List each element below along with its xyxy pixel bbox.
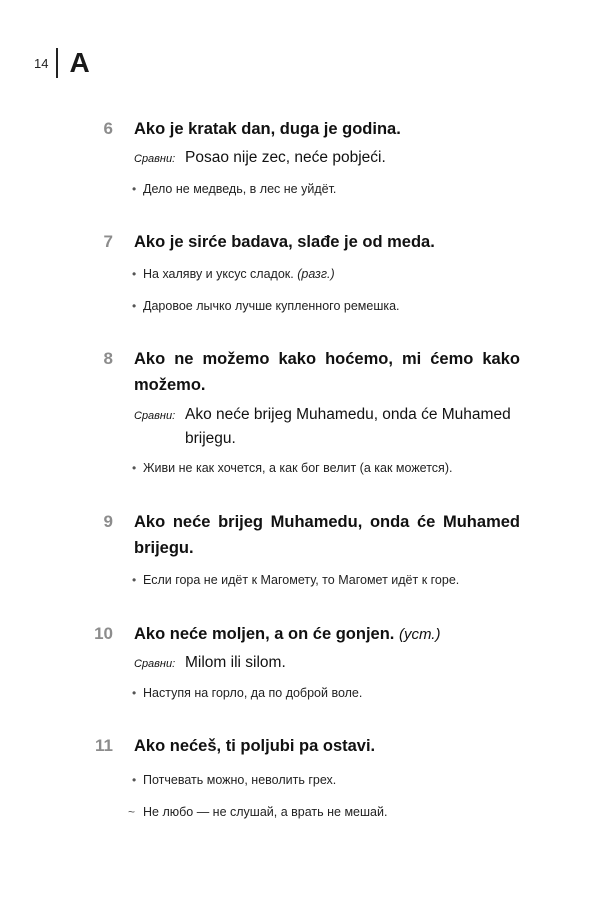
compare-label: Сравни: bbox=[134, 410, 176, 422]
translation-item bbox=[132, 180, 532, 198]
bullet-icon: • bbox=[132, 773, 137, 787]
bullet-icon: • bbox=[132, 686, 137, 700]
entry-number: 6 bbox=[103, 119, 113, 138]
entry-title: Ako nećeš, ti poljubi pa ostavi. bbox=[134, 737, 376, 755]
entry-title: Ako ne možemo kako hoćemo, mi ćemo kako možemo. bbox=[134, 350, 520, 394]
translation-text: Даровое лычко лучше купленного ремешка. bbox=[143, 299, 400, 313]
entry-title: Ako je kratak dan, duga je godina. bbox=[134, 120, 401, 138]
translation-text: Если гора не идёт к Магомету, то Магомет идёт к горе. bbox=[143, 573, 460, 587]
title-usage-note: (уст.) bbox=[398, 626, 441, 643]
bullet-icon: • bbox=[132, 267, 137, 281]
compare-label: Сравни: bbox=[134, 658, 176, 670]
compare-line bbox=[134, 403, 524, 451]
page-number: 14 bbox=[34, 55, 49, 71]
entry-title bbox=[134, 621, 520, 648]
translation-item bbox=[132, 459, 532, 477]
entry-title-text: Ako neće moljen, a on će gonjen. bbox=[134, 625, 395, 643]
translation-item bbox=[132, 571, 532, 589]
usage-note: (разг.) bbox=[297, 267, 335, 281]
entry-number: 11 bbox=[95, 736, 113, 755]
compare-text: Posao nije zec, neće pobjeći. bbox=[185, 149, 386, 166]
translation-item bbox=[132, 265, 532, 283]
translation-text: Наступя на горло, да по доброй воле. bbox=[143, 686, 363, 700]
tilde-icon: ~ bbox=[128, 805, 136, 819]
page-header bbox=[34, 47, 90, 79]
entry-number: 10 bbox=[94, 624, 113, 643]
translation-item bbox=[132, 771, 532, 789]
translation-text: Дело не медведь, в лес не уйдёт. bbox=[143, 182, 337, 196]
entry-number: 7 bbox=[103, 232, 113, 251]
translation-text: Потчевать можно, неволить грех. bbox=[143, 773, 337, 787]
translation-text: На халяву и уксус сладок. bbox=[143, 267, 294, 281]
entry-title: Ako neće brijeg Muhamedu, onda će Muhamed brijegu. bbox=[134, 513, 520, 557]
entry-number: 8 bbox=[103, 349, 113, 368]
section-letter: A bbox=[69, 47, 90, 78]
compare-line bbox=[134, 651, 524, 675]
entry-number: 9 bbox=[103, 512, 113, 531]
bullet-icon: • bbox=[132, 573, 137, 587]
header-divider bbox=[56, 48, 58, 78]
compare-text: Milom ili silom. bbox=[185, 654, 286, 671]
translation-text: Живи не как хочется, а как бог велит (а как можется). bbox=[143, 461, 453, 475]
translation-item bbox=[132, 297, 532, 315]
translation-item bbox=[132, 684, 532, 702]
compare-text: Ako neće brijeg Muhamedu, onda će Muhamed brijegu. bbox=[185, 406, 511, 447]
entry-title: Ako je sirće badava, slađe je od meda. bbox=[134, 233, 435, 251]
bullet-icon: • bbox=[132, 461, 137, 475]
compare-label: Сравни: bbox=[134, 153, 176, 165]
compare-line bbox=[134, 146, 524, 170]
bullet-icon: • bbox=[132, 299, 137, 313]
variant-text: Не любо — не слушай, а врать не мешай. bbox=[143, 805, 388, 819]
variant-item bbox=[128, 803, 532, 821]
bullet-icon: • bbox=[132, 182, 137, 196]
